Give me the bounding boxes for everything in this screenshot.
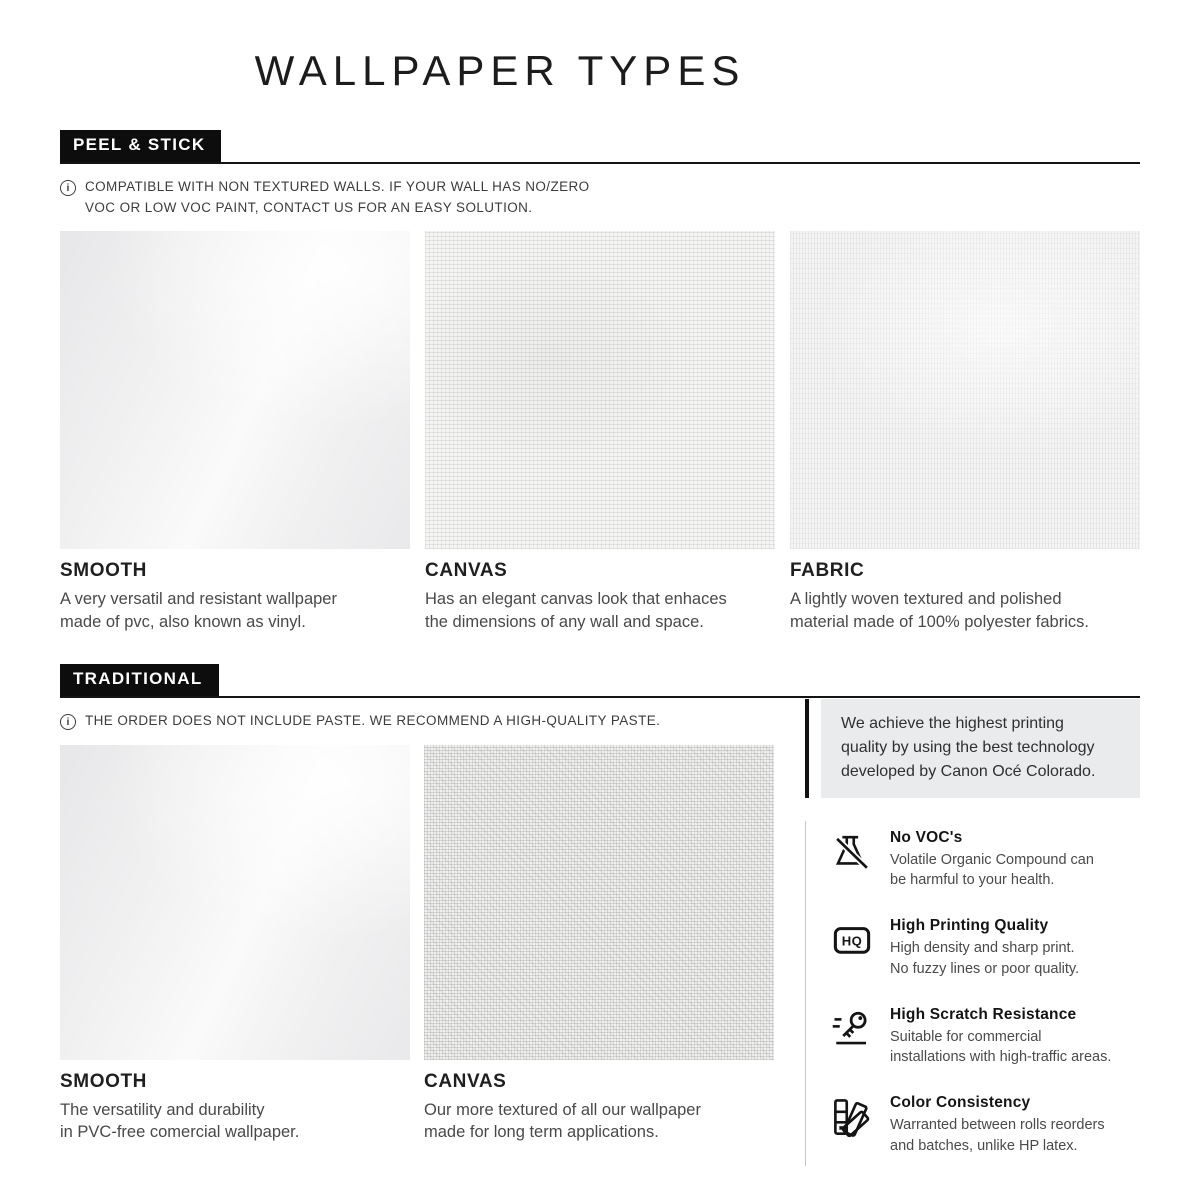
traditional-swatch-row [60,745,774,1144]
info-icon [60,180,76,196]
swatch-name: SMOOTH [60,1070,147,1092]
swatch-description: Our more textured of all our wallpaper made for long term applications. [424,1100,701,1142]
traditional-section-header [60,664,1140,697]
swatch-description: A very versatil and resistant wallpaper made of pvc, also known as vinyl. [60,590,337,631]
swatch-image-canvas-traditional [424,745,774,1060]
page-title: WALLPAPER TYPES [254,47,746,94]
peel-stick-section-header [60,130,1140,163]
feature-color-consistency [831,1094,1140,1156]
svg-text:HQ: HQ [841,933,863,949]
swatch-image-smooth-peel-stick [60,231,410,549]
swatch-description: A lightly woven textured and polished material made of 100% polyester fabrics. [790,590,1089,631]
swatch-description: Has an elegant canvas look that enhaces the dimensions of any wall and space. [425,590,727,631]
swatch-column [424,745,774,1144]
printing-quality-sidebar [805,699,1140,1166]
feature-description: High density and sharp print. No fuzzy lines or poor quality. [890,940,1080,977]
quote-text: We achieve the highest printing quality by using the best technology developed by Canon Océ Colorado. [821,699,1140,798]
color-consistency-icon [831,1096,873,1138]
info-icon [60,714,76,730]
feature-text [890,829,1094,891]
scratch-resistance-icon [831,1008,873,1050]
traditional-badge: TRADITIONAL [60,664,219,695]
swatch-name: CANVAS [424,1070,507,1092]
swatch-name: CANVAS [425,560,508,582]
feature-no-voc [831,829,1140,891]
feature-text [890,1094,1105,1156]
feature-description: Suitable for commercial installations with high-traffic areas. [890,1028,1112,1066]
feature-description: Volatile Organic Compound can be harmful to your health. [890,851,1094,888]
feature-high-printing-quality [831,917,1140,979]
feature-title: High Printing Quality [890,917,1049,935]
feature-high-scratch-resistance [831,1006,1140,1068]
swatch-image-smooth-traditional [60,745,410,1060]
swatch-column [425,231,775,633]
page-title-wrap [60,48,940,94]
printing-quality-quote [805,699,1140,798]
feature-title: Color Consistency [890,1094,1031,1112]
swatch-image-fabric-peel-stick [790,231,1140,549]
peel-stick-note-text: COMPATIBLE WITH NON TEXTURED WALLS. IF YOUR WALL HAS NO/ZERO VOC OR LOW VOC PAINT, CONTACT US FOR AN EASY SOLUTION. [85,178,590,215]
feature-text [890,1006,1111,1068]
swatch-column [60,745,410,1144]
feature-title: High Scratch Resistance [890,1005,1077,1023]
traditional-note [60,711,774,732]
feature-text [890,917,1079,979]
feature-title: No VOC's [890,828,963,846]
swatch-name: SMOOTH [60,560,147,582]
swatch-name: FABRIC [790,560,865,582]
swatch-column [60,231,410,633]
feature-list [805,821,1140,1166]
peel-stick-note [60,177,1140,219]
hq-icon [831,919,873,961]
no-voc-icon [831,831,873,873]
quote-accent-bar [805,699,809,798]
swatch-description: The versatility and durability in PVC-free comercial wallpaper. [60,1100,300,1142]
feature-description: Warranted between rolls reorders and batches, unlike HP latex. [890,1117,1105,1154]
swatch-image-canvas-peel-stick [425,231,775,549]
peel-stick-badge: PEEL & STICK [60,130,221,161]
traditional-note-text: THE ORDER DOES NOT INCLUDE PASTE. WE RECOMMEND A HIGH-QUALITY PASTE. [85,712,661,728]
swatch-column [790,231,1140,633]
peel-stick-swatch-row [60,231,1140,633]
